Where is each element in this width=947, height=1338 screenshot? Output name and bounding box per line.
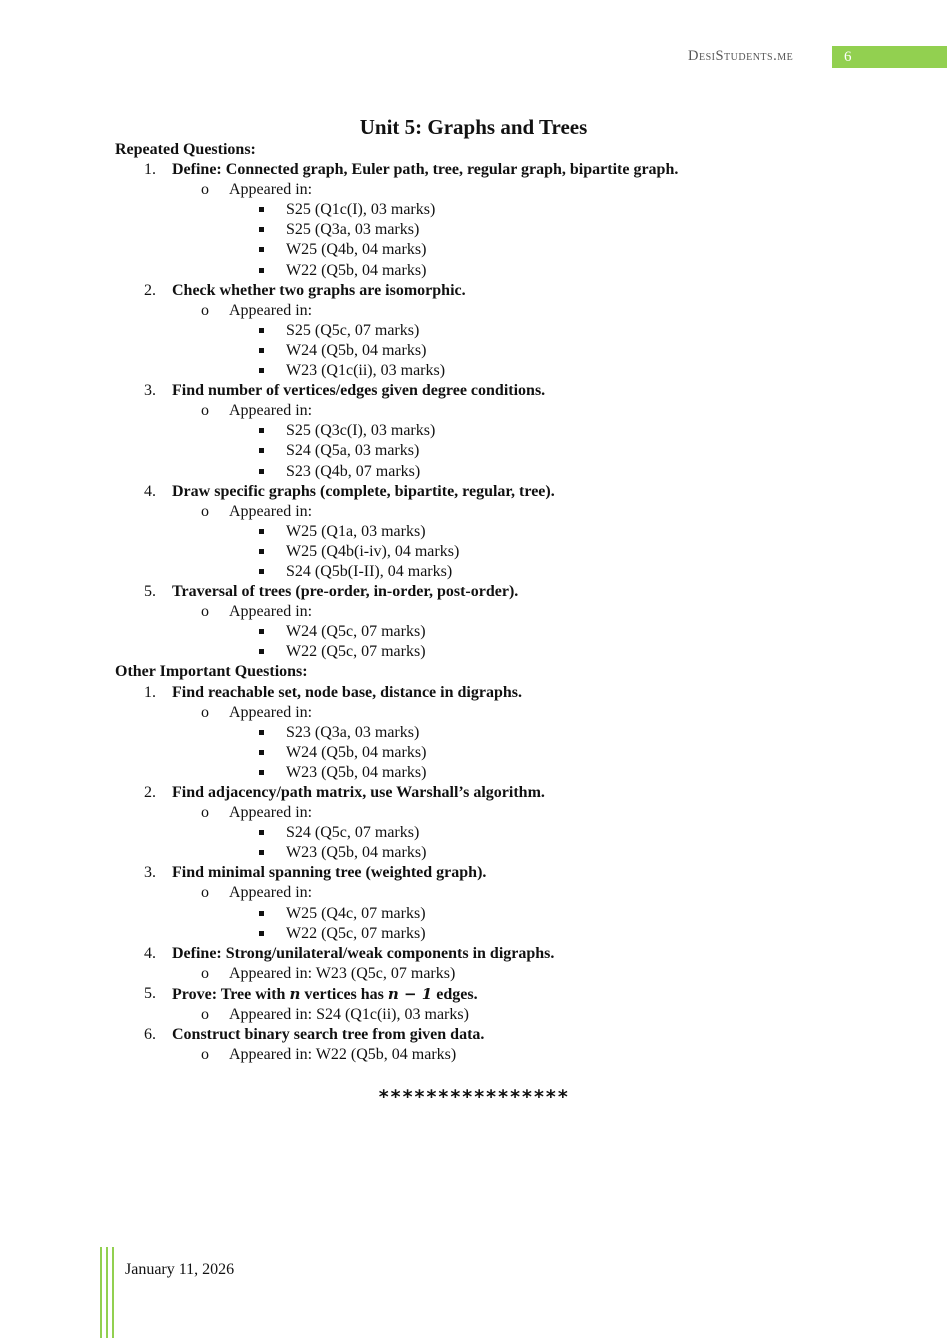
source-text: S24 (Q5b(I-II), 04 marks) (286, 562, 453, 580)
appeared-line (115, 602, 875, 622)
source-item (115, 642, 875, 662)
source-text: S25 (Q5c, 07 marks) (286, 321, 420, 339)
math-variable-n: n (289, 984, 301, 1003)
question-text-middle: vertices has (300, 985, 388, 1003)
appeared-label: Appeared in: (229, 402, 313, 420)
question-number: 1. (144, 683, 156, 701)
appeared-label: Appeared in: (229, 884, 313, 902)
source-text: S23 (Q3a, 03 marks) (286, 723, 420, 741)
circle-bullet-icon: o (201, 1006, 209, 1024)
question-line (115, 683, 875, 703)
circle-bullet-icon: o (201, 301, 209, 319)
appeared-line (115, 883, 875, 903)
source-item (115, 321, 875, 341)
appeared-line (115, 703, 875, 723)
source-text: S25 (Q3a, 03 marks) (286, 221, 420, 239)
square-bullet-icon (259, 750, 264, 755)
appeared-label: Appeared in: (229, 603, 313, 621)
site-name: DesiStudents.me (688, 48, 794, 64)
list-item (115, 783, 875, 863)
question-text-after: edges. (432, 985, 478, 1003)
source-text: W25 (Q4c, 07 marks) (286, 904, 426, 922)
square-bullet-icon (259, 931, 264, 936)
list-item (115, 160, 875, 281)
source-text: W22 (Q5c, 07 marks) (286, 643, 426, 661)
math-expression: n − 1 (387, 984, 433, 1003)
square-bullet-icon (259, 730, 264, 735)
list-item (115, 482, 875, 582)
appeared-line (115, 502, 875, 522)
square-bullet-icon (259, 850, 264, 855)
square-bullet-icon (259, 448, 264, 453)
source-item (115, 200, 875, 220)
question-number: 1. (144, 161, 156, 179)
source-item (115, 542, 875, 562)
other-questions-heading: Other Important Questions: (115, 663, 308, 681)
list-item (115, 281, 875, 381)
list-item (115, 381, 875, 481)
question-line (115, 863, 875, 883)
question-text: Find adjacency/path matrix, use Warshall’s algorithm. (172, 784, 545, 801)
question-text: Find number of vertices/edges given degree conditions. (172, 382, 546, 400)
repeated-questions-heading: Repeated Questions: (115, 141, 256, 158)
question-text: Define: Connected graph, Euler path, tree, regular graph, bipartite graph. (172, 161, 679, 179)
square-bullet-icon (259, 649, 264, 654)
question-number: 3. (144, 382, 156, 400)
list-item (115, 1025, 875, 1065)
source-item (115, 823, 875, 843)
square-bullet-icon (259, 770, 264, 775)
square-bullet-icon (259, 428, 264, 433)
question-line (115, 944, 875, 964)
source-item (115, 723, 875, 743)
question-text: Find minimal spanning tree (weighted graph). (172, 864, 487, 882)
appeared-inline: Appeared in: S24 (Q1c(ii), 03 marks) (229, 1006, 469, 1024)
source-text: S24 (Q5a, 03 marks) (286, 442, 420, 460)
square-bullet-icon (259, 529, 264, 534)
square-bullet-icon (259, 830, 264, 835)
source-text: W24 (Q5b, 04 marks) (286, 341, 427, 359)
separator-stars: **************** (377, 1086, 570, 1108)
source-text: S24 (Q5c, 07 marks) (286, 824, 420, 842)
question-number: 2. (144, 784, 156, 801)
circle-bullet-icon: o (201, 964, 209, 982)
list-item (115, 683, 875, 783)
appeared-line (115, 803, 875, 823)
source-text: W25 (Q4b, 04 marks) (286, 241, 427, 259)
question-text (172, 986, 478, 1003)
square-bullet-icon (259, 328, 264, 333)
question-number: 5. (144, 984, 156, 1002)
question-text: Draw specific graphs (complete, bipartite, regular, tree). (172, 482, 555, 500)
source-item (115, 562, 875, 582)
question-text: Define: Strong/unilateral/weak components in digraphs. (172, 944, 555, 962)
appeared-line (115, 180, 875, 200)
source-text: W25 (Q1a, 03 marks) (286, 522, 426, 540)
square-bullet-icon (259, 227, 264, 232)
appeared-line (115, 1005, 875, 1025)
appeared-label: Appeared in: (229, 502, 313, 520)
source-text: W24 (Q5c, 07 marks) (286, 623, 426, 641)
appeared-label: Appeared in: (229, 181, 313, 199)
list-item (115, 944, 875, 984)
question-line (115, 783, 875, 803)
appeared-line (115, 1045, 875, 1065)
source-item (115, 462, 875, 482)
footer-bars-decoration (100, 1247, 116, 1338)
repeated-questions-list (115, 160, 875, 662)
source-item (115, 441, 875, 461)
footer-bar (112, 1247, 114, 1338)
source-item (115, 421, 875, 441)
source-text: W23 (Q5b, 04 marks) (286, 844, 427, 862)
source-item (115, 622, 875, 642)
source-item (115, 220, 875, 240)
source-text: W23 (Q5b, 04 marks) (286, 763, 427, 781)
square-bullet-icon (259, 348, 264, 353)
question-line (115, 381, 875, 401)
circle-bullet-icon: o (201, 804, 209, 822)
appeared-line (115, 964, 875, 984)
source-item (115, 904, 875, 924)
page-number: 6 (844, 49, 852, 65)
source-item (115, 361, 875, 381)
source-text: W25 (Q4b(i-iv), 04 marks) (286, 542, 460, 560)
source-item (115, 924, 875, 944)
question-text: Construct binary search tree from given data. (172, 1026, 485, 1044)
appeared-inline: Appeared in: W22 (Q5b, 04 marks) (229, 1046, 457, 1064)
appeared-label: Appeared in: (229, 703, 313, 721)
footer-bar (100, 1247, 102, 1338)
question-line (115, 582, 875, 602)
question-number: 6. (144, 1026, 156, 1044)
question-text: Find reachable set, node base, distance in digraphs. (172, 683, 522, 701)
appeared-inline: Appeared in: W23 (Q5c, 07 marks) (229, 964, 456, 982)
source-text: S23 (Q4b, 07 marks) (286, 462, 421, 480)
square-bullet-icon (259, 549, 264, 554)
footer-date: January 11, 2026 (125, 1261, 235, 1278)
question-line (115, 482, 875, 502)
page-title: Unit 5: Graphs and Trees (359, 115, 588, 139)
appeared-line (115, 401, 875, 421)
list-item (115, 984, 875, 1025)
circle-bullet-icon: o (201, 402, 209, 420)
square-bullet-icon (259, 911, 264, 916)
square-bullet-icon (259, 207, 264, 212)
source-text: W22 (Q5b, 04 marks) (286, 261, 427, 279)
circle-bullet-icon: o (201, 884, 209, 902)
other-questions-list (115, 683, 875, 1066)
square-bullet-icon (259, 368, 264, 373)
list-item (115, 863, 875, 943)
page-number-badge (832, 46, 947, 68)
square-bullet-icon (259, 629, 264, 634)
question-line (115, 984, 875, 1005)
source-text: W24 (Q5b, 04 marks) (286, 743, 427, 761)
question-number: 3. (144, 864, 156, 882)
square-bullet-icon (259, 469, 264, 474)
square-bullet-icon (259, 569, 264, 574)
square-bullet-icon (259, 268, 264, 273)
source-text: S25 (Q1c(I), 03 marks) (286, 201, 436, 219)
source-text: W23 (Q1c(ii), 03 marks) (286, 362, 446, 380)
circle-bullet-icon: o (201, 703, 209, 721)
source-item (115, 240, 875, 260)
question-line (115, 1025, 875, 1045)
circle-bullet-icon: o (201, 502, 209, 520)
source-item (115, 743, 875, 763)
source-item (115, 763, 875, 783)
question-number: 5. (144, 583, 156, 601)
question-number: 4. (144, 482, 156, 500)
source-item (115, 261, 875, 281)
document-body (115, 140, 875, 1065)
source-item (115, 843, 875, 863)
source-item (115, 341, 875, 361)
question-number: 2. (144, 281, 156, 299)
list-item (115, 582, 875, 662)
question-number: 4. (144, 944, 156, 962)
source-item (115, 522, 875, 542)
footer-bar (106, 1247, 108, 1338)
question-line (115, 160, 875, 180)
square-bullet-icon (259, 247, 264, 252)
appeared-line (115, 301, 875, 321)
question-line (115, 281, 875, 301)
question-text-before: Prove: Tree with (172, 985, 290, 1003)
appeared-label: Appeared in: (229, 804, 313, 822)
source-text: W22 (Q5c, 07 marks) (286, 924, 426, 942)
circle-bullet-icon: o (201, 603, 209, 621)
circle-bullet-icon: o (201, 181, 209, 199)
appeared-label: Appeared in: (229, 301, 313, 319)
source-text: S25 (Q3c(I), 03 marks) (286, 422, 436, 440)
question-text: Traversal of trees (pre-order, in-order, post-order). (172, 583, 519, 601)
circle-bullet-icon: o (201, 1046, 209, 1064)
question-text: Check whether two graphs are isomorphic. (172, 281, 466, 299)
